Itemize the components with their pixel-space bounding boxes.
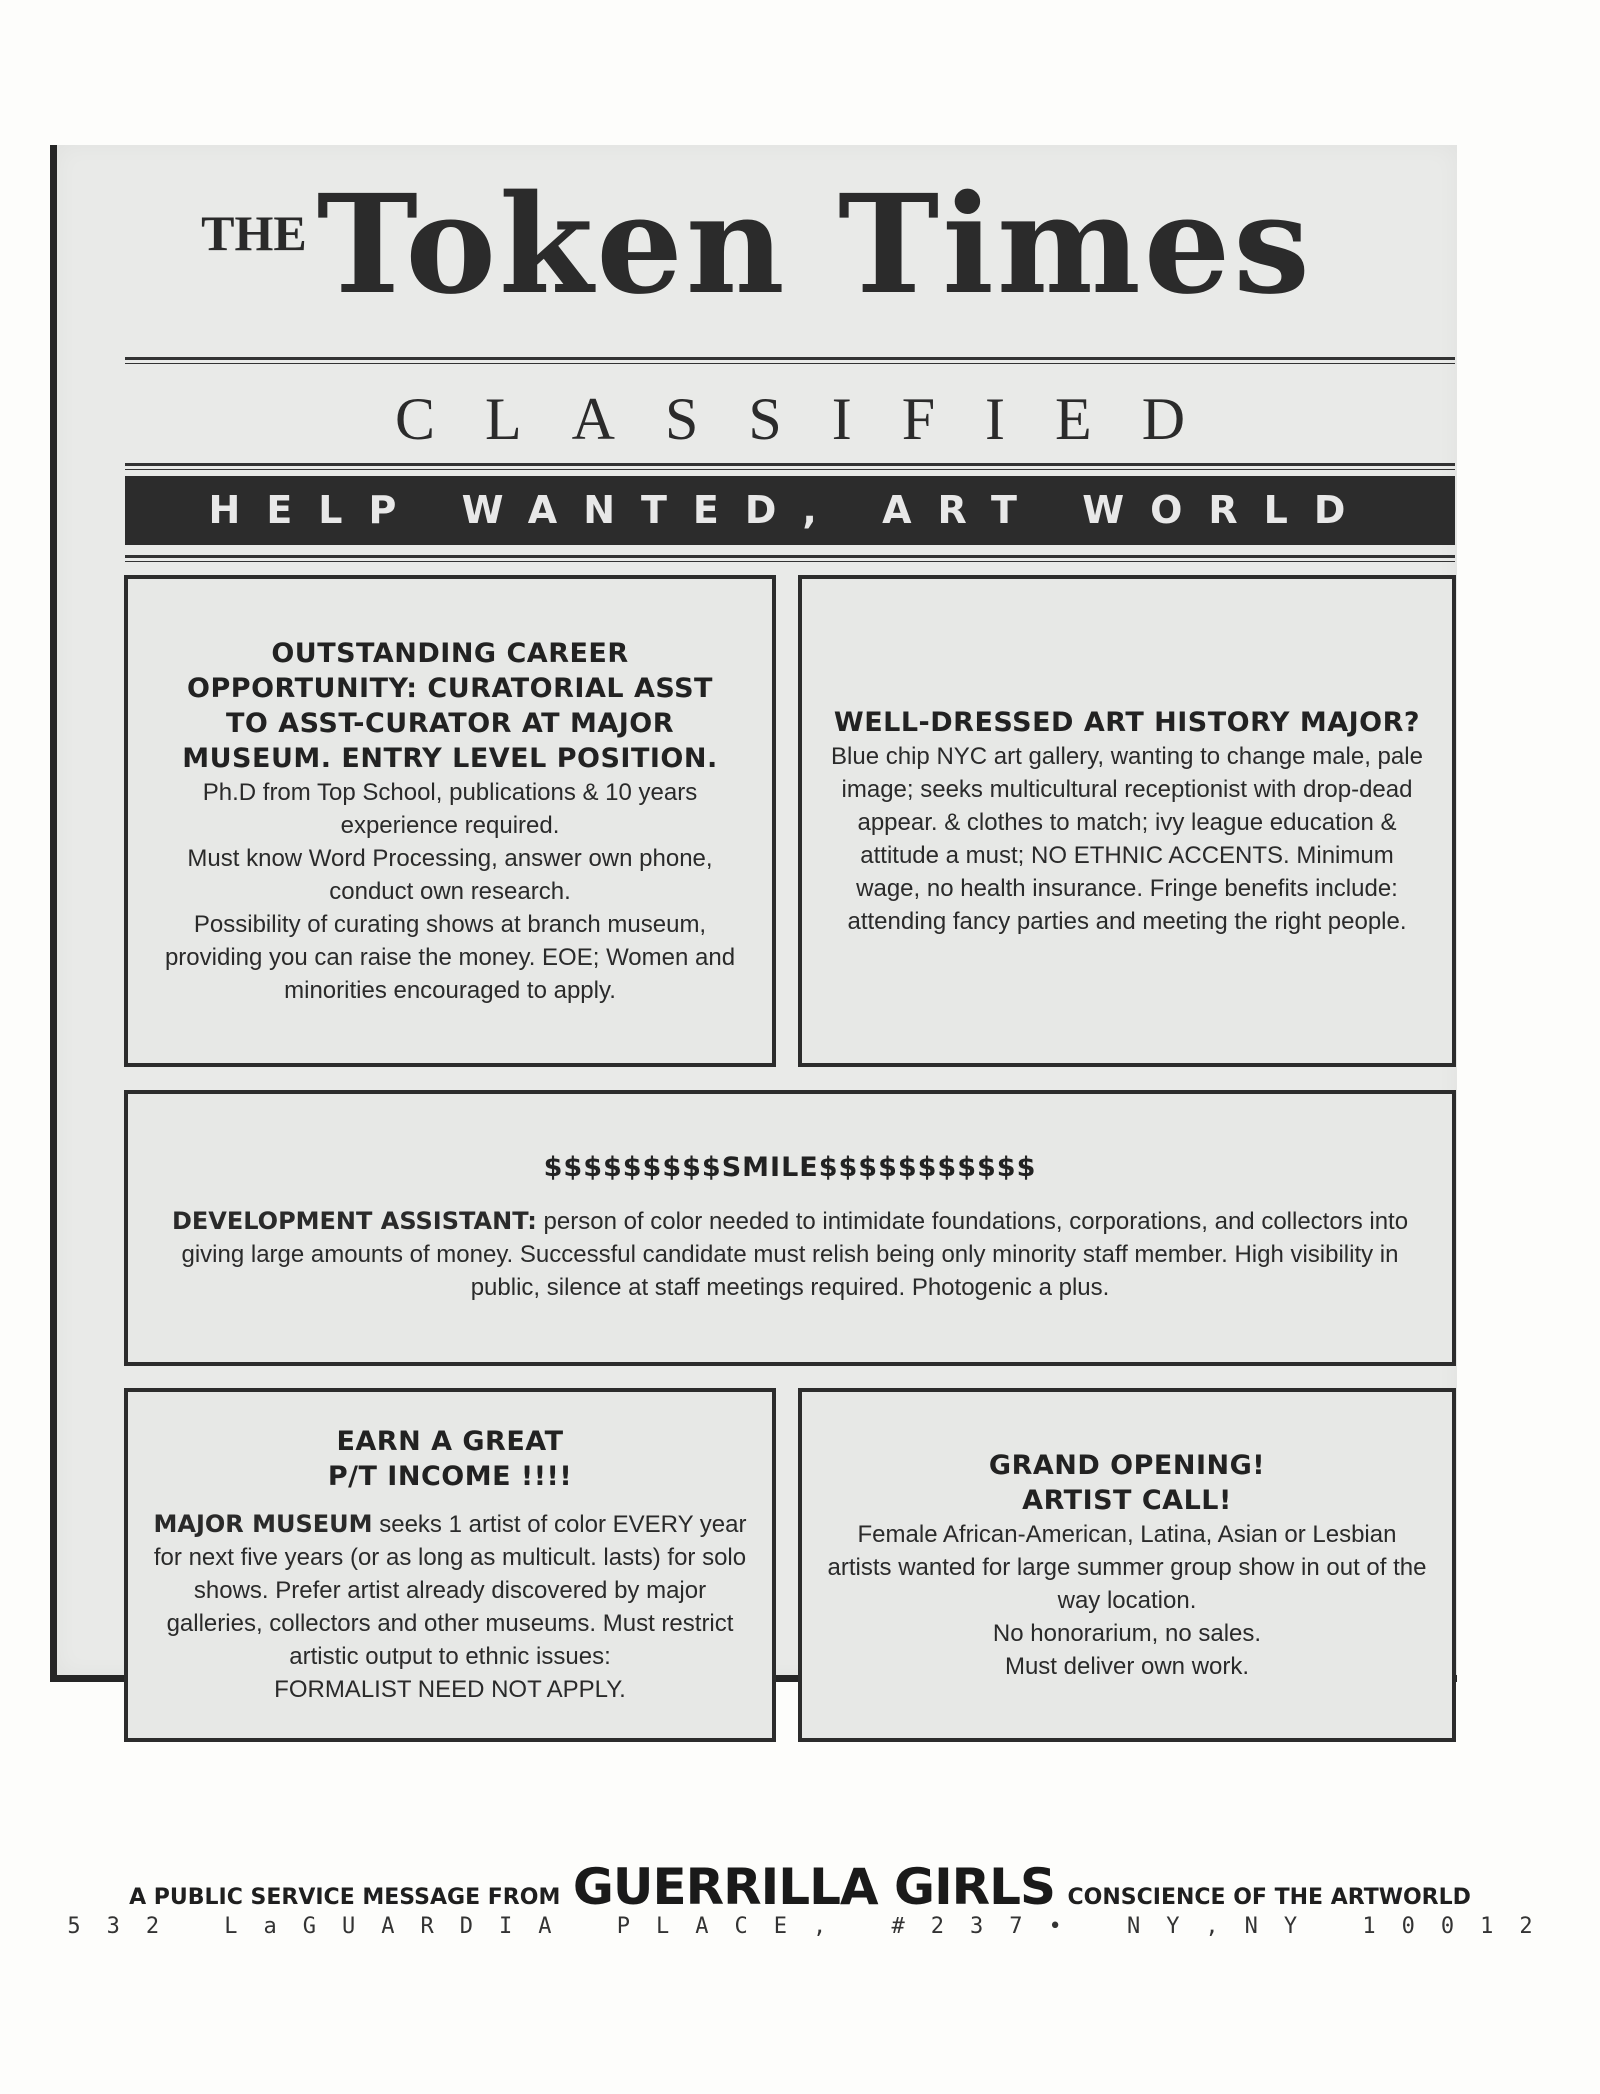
ad-heading: EARN A GREAT bbox=[336, 1426, 564, 1457]
ad-text: Must deliver own work. bbox=[1004, 1652, 1250, 1680]
ad-text bbox=[155, 1205, 1425, 1304]
ad-artist-call bbox=[798, 1388, 1456, 1742]
section-title: CLASSIFIED bbox=[394, 386, 1236, 452]
ad-text: Must know Word Processing, answer own phone, conduct own research. bbox=[187, 844, 713, 905]
section-rule bbox=[125, 463, 1455, 470]
ad-part-time-income bbox=[124, 1388, 776, 1742]
ad-heading: WELL-DRESSED ART HISTORY MAJOR? bbox=[833, 706, 1421, 738]
footer-credit bbox=[0, 1858, 1600, 1916]
footer-address: 532 LaGUARDIA PLACE, #237• NY,NY 10012 bbox=[67, 1914, 1559, 1939]
ad-art-history-major bbox=[798, 575, 1456, 1067]
masthead bbox=[127, 165, 1387, 325]
ad-development-assistant bbox=[124, 1090, 1456, 1366]
masthead-the: THE bbox=[201, 205, 307, 261]
footer-message: A PUBLIC SERVICE MESSAGE FROM bbox=[129, 1885, 561, 1910]
newspaper-clipping bbox=[50, 145, 1457, 1703]
ad-heading: OUTSTANDING CAREER OPPORTUNITY: CURATORIAL ASST TO ASST-CURATOR AT MAJOR MUSEUM. ENTRY LEVEL POSITION. bbox=[182, 637, 718, 774]
ad-body: seeks 1 artist of color EVERY year for next five years (or as long as multicult. lasts) for solo shows. Prefer artist already discovered by major galleries, collectors and other museums. Must restrict artistic output to ethnic issues: bbox=[153, 1511, 747, 1670]
banner-rule bbox=[125, 555, 1455, 562]
ad-text: No honorarium, no sales. bbox=[992, 1619, 1262, 1647]
masthead-title: Token Times bbox=[316, 165, 1313, 325]
ad-curatorial-assistant bbox=[124, 575, 776, 1067]
ad-heading: GRAND OPENING! bbox=[988, 1449, 1266, 1481]
help-wanted-banner: HELP WANTED, ART WORLD bbox=[125, 476, 1455, 545]
ad-text: Ph.D from Top School, publications & 10 years experience required. bbox=[202, 778, 698, 839]
masthead-rule bbox=[125, 357, 1455, 364]
footer-tagline: CONSCIENCE OF THE ARTWORLD bbox=[1067, 1885, 1471, 1910]
ad-text: FORMALIST NEED NOT APPLY. bbox=[274, 1676, 626, 1703]
ad-heading: P/T INCOME !!!! bbox=[327, 1461, 573, 1492]
guerrilla-girls-logo: GUERRILLA GIRLS bbox=[572, 1858, 1056, 1916]
ad-lead: MAJOR MUSEUM bbox=[153, 1510, 373, 1538]
ad-text bbox=[150, 1508, 750, 1673]
ad-text: Possibility of curating shows at branch museum, providing you can raise the money. EOE; Women and minorities encouraged to apply. bbox=[164, 910, 736, 1004]
ad-heading: $$$$$$$$$SMILE$$$$$$$$$$$ bbox=[543, 1152, 1037, 1183]
ad-body: person of color needed to intimidate foundations, corporations, and collectors into giving large amounts of money. Successful candidate must relish being only minority staff member. High visibility in public, silence at staff meetings required. Photogenic a plus. bbox=[181, 1208, 1409, 1301]
ad-text: Female African-American, Latina, Asian or Lesbian artists wanted for large summer group show in out of the way location. bbox=[827, 1520, 1427, 1614]
ad-text: Blue chip NYC art gallery, wanting to change male, pale image; seeks multicultural receptionist with drop-dead appear. & clothes to match; ivy league education & attitude a must; NO ETHNIC ACCENTS. Minimum wage, no health insurance. Fringe benefits include: attending fancy parties and meeting the right people. bbox=[831, 742, 1423, 935]
ad-lead: DEVELOPMENT ASSISTANT: bbox=[171, 1207, 537, 1235]
ad-heading: ARTIST CALL! bbox=[1022, 1484, 1232, 1516]
